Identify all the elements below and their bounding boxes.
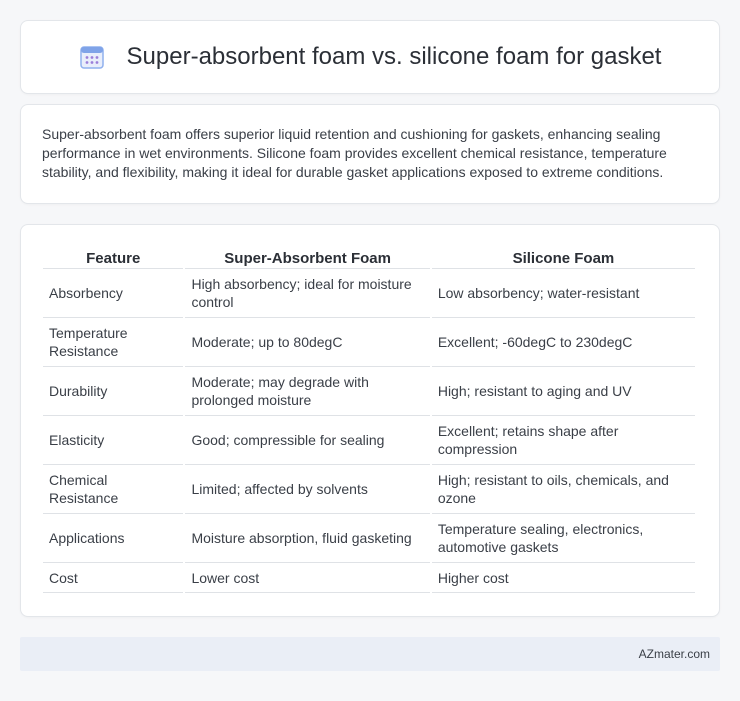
row-feature: Temperature Resistance — [43, 318, 183, 367]
table-row — [43, 416, 695, 465]
row-silicone: High; resistant to aging and UV — [432, 367, 695, 416]
table-row — [43, 367, 695, 416]
table-row — [43, 318, 695, 367]
title-card — [20, 20, 720, 94]
table-row — [43, 563, 695, 593]
row-silicone: Low absorbency; water-resistant — [432, 269, 695, 318]
footer-brand: AZmater.com — [638, 647, 710, 661]
comparison-card — [20, 224, 720, 617]
table-row — [43, 514, 695, 563]
header-super-absorbent: Super-Absorbent Foam — [185, 247, 429, 269]
intro-text: Super-absorbent foam offers superior liquid retention and cushioning for gaskets, enhancing sealing performance in wet environments. Silicone foam provides excellent chemical resistance, temperature stability, and flexibility, making it ideal for durable gasket applications exposed to extreme conditions. — [42, 126, 667, 180]
row-super-absorbent: Moderate; up to 80degC — [185, 318, 429, 367]
row-silicone: Excellent; retains shape after compression — [432, 416, 695, 465]
footer-bar — [20, 637, 720, 671]
row-silicone: Higher cost — [432, 563, 695, 593]
page-title: Super-absorbent foam vs. silicone foam for gasket — [126, 43, 662, 70]
row-super-absorbent: Moderate; may degrade with prolonged moisture — [185, 367, 429, 416]
row-feature: Applications — [43, 514, 183, 563]
table-row — [43, 269, 695, 318]
row-silicone: Temperature sealing, electronics, automotive gaskets — [432, 514, 695, 563]
header-silicone: Silicone Foam — [432, 247, 695, 269]
row-feature: Absorbency — [43, 269, 183, 318]
row-silicone: Excellent; -60degC to 230degC — [432, 318, 695, 367]
row-super-absorbent: Moisture absorption, fluid gasketing — [185, 514, 429, 563]
row-super-absorbent: High absorbency; ideal for moisture control — [185, 269, 429, 318]
row-super-absorbent: Lower cost — [185, 563, 429, 593]
row-feature: Durability — [43, 367, 183, 416]
header-feature: Feature — [43, 247, 183, 269]
row-feature: Chemical Resistance — [43, 465, 183, 514]
intro-card — [20, 104, 720, 204]
row-super-absorbent: Limited; affected by solvents — [185, 465, 429, 514]
calendar-icon — [79, 44, 105, 70]
comparison-table — [41, 247, 697, 593]
row-silicone: High; resistant to oils, chemicals, and ozone — [432, 465, 695, 514]
row-feature: Elasticity — [43, 416, 183, 465]
table-row — [43, 465, 695, 514]
row-super-absorbent: Good; compressible for sealing — [185, 416, 429, 465]
row-feature: Cost — [43, 563, 183, 593]
table-header-row — [43, 247, 695, 269]
